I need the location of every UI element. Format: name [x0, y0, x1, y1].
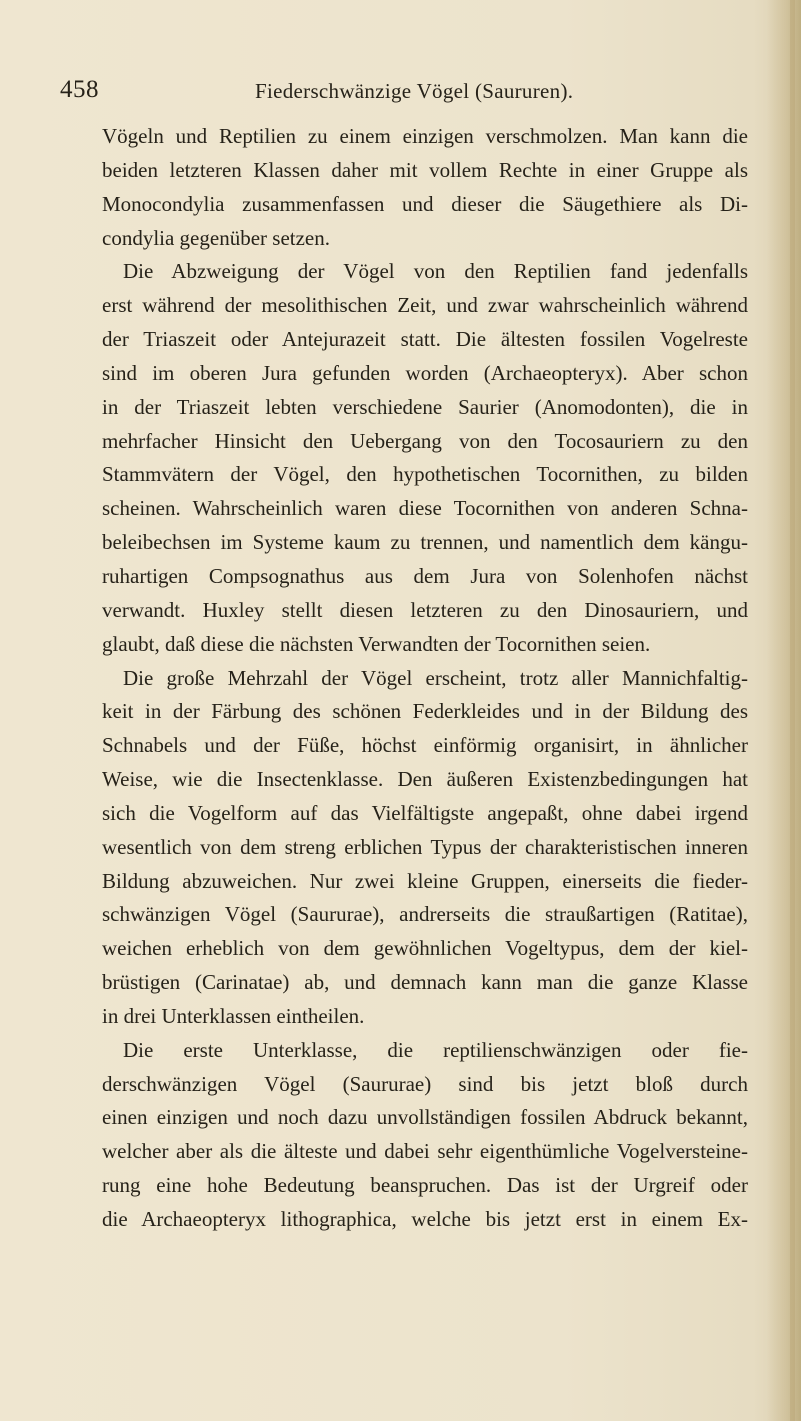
text-line: wesentlich von dem streng erblichen Typus der charakteristischen inneren	[102, 834, 748, 859]
text-line: weichen erheblich von dem gewöhnlichen Vogeltypus, dem der kiel-	[102, 936, 748, 961]
text-line: die Archaeopteryx lithographica, welche bis jetzt erst in einem Ex-	[102, 1207, 748, 1231]
text-line: erst während der mesolithischen Zeit, und zwar wahrscheinlich während	[102, 293, 748, 318]
text-line: Monocondylia zusammenfassen und dieser die Säugethiere als Di-	[102, 191, 748, 216]
text-line: brüstigen (Carinatae) ab, und demnach kann man die ganze Klasse	[102, 970, 748, 995]
text-line: Bildung abzuweichen. Nur zwei kleine Gruppen, einerseits die fieder-	[102, 868, 748, 893]
text-line: Die erste Unterklasse, die reptilienschwänzigen oder fie-	[123, 1037, 748, 1062]
running-title: Fiederschwänzige Vögel (Saururen).	[255, 79, 574, 103]
text-line: sich die Vogelform auf das Vielfältigste angepaßt, ohne dabei irgend	[102, 800, 748, 825]
page-header	[60, 76, 750, 110]
text-line: beiden letzteren Klassen daher mit vollem Rechte in einer Gruppe als	[102, 157, 748, 182]
text-line: mehrfacher Hinsicht den Uebergang von den Tocosauriern zu den	[102, 428, 748, 453]
text-line: keit in der Färbung des schönen Federkleides und in der Bildung des	[102, 699, 748, 724]
text-line: scheinen. Wahrscheinlich waren diese Tocornithen von anderen Schna-	[102, 496, 748, 521]
text-line: Schnabels und der Füße, höchst einförmig organisirt, in ähnlicher	[102, 733, 748, 758]
text-line: einen einzigen und noch dazu unvollständigen fossilen Abdruck bekannt,	[102, 1105, 748, 1130]
text-line: derschwänzigen Vögel (Saururae) sind bis jetzt bloß durch	[102, 1071, 748, 1096]
text-line: in drei Unterklassen eintheilen.	[102, 1003, 365, 1028]
text-line: Stammvätern der Vögel, den hypothetischen Tocornithen, zu bilden	[102, 462, 748, 487]
page-edge-shadow	[767, 0, 801, 1421]
text-line: Vögeln und Reptilien zu einem einzigen verschmolzen. Man kann die	[102, 124, 748, 148]
text-line: ruhartigen Compsognathus aus dem Jura von Solenhofen nächst	[102, 563, 748, 588]
text-line: in der Triaszeit lebten verschiedene Saurier (Anomodonten), die in	[102, 394, 748, 419]
text-line: verwandt. Huxley stellt diesen letzteren zu den Dinosauriern, und	[102, 597, 748, 622]
page-number: 458	[60, 76, 99, 103]
page-edge-strip	[790, 0, 795, 1421]
body-text	[102, 120, 748, 1237]
text-line: rung eine hohe Bedeutung beanspruchen. Das ist der Urgreif oder	[102, 1173, 748, 1198]
text-line: Weise, wie die Insectenklasse. Den äußeren Existenzbedingungen hat	[102, 767, 748, 792]
text-line: sind im oberen Jura gefunden worden (Archaeopteryx). Aber schon	[102, 360, 748, 385]
text-line: Die Abzweigung der Vögel von den Reptilien fand jedenfalls	[123, 259, 748, 284]
text-line: beleibechsen im Systeme kaum zu trennen, und namentlich dem kängu-	[102, 530, 748, 555]
text-line: glaubt, daß diese die nächsten Verwandten der Tocornithen seien.	[102, 631, 651, 656]
text-line: schwänzigen Vögel (Saururae), andrerseits die straußartigen (Ratitae),	[102, 902, 748, 927]
text-line: Die große Mehrzahl der Vögel erscheint, trotz aller Mannichfaltig-	[123, 665, 748, 690]
text-line: der Triaszeit oder Antejurazeit statt. Die ältesten fossilen Vogelreste	[102, 327, 748, 352]
text-line: condylia gegenüber setzen.	[102, 225, 330, 250]
text-line: welcher aber als die älteste und dabei sehr eigenthümliche Vogelversteine-	[102, 1139, 748, 1164]
